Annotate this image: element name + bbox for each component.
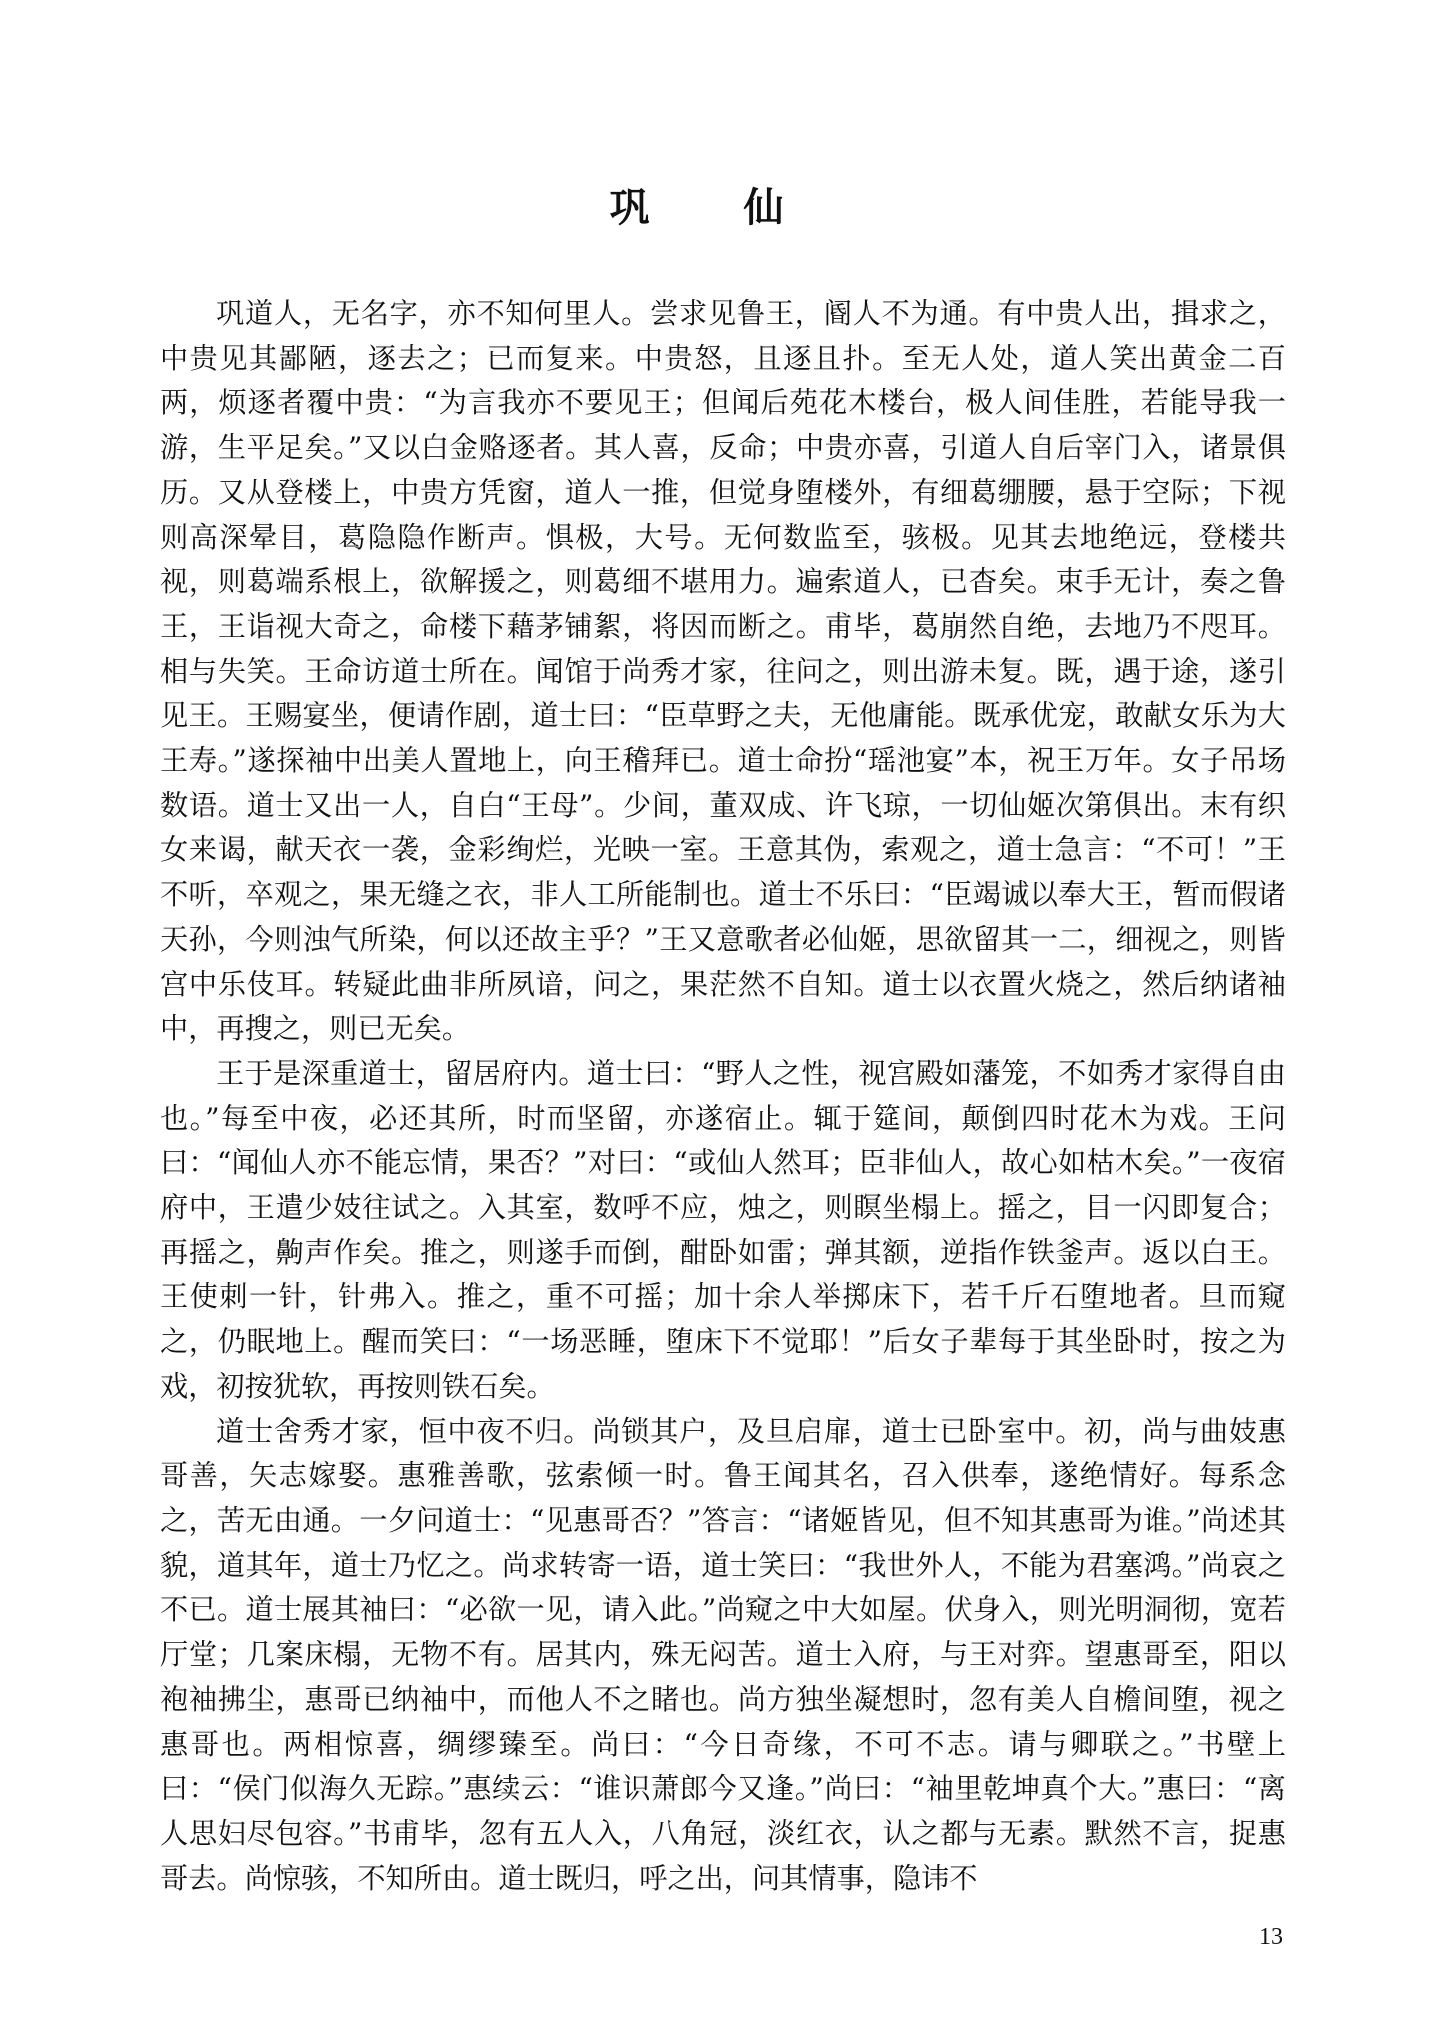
page-number: 13 xyxy=(1259,1924,1283,1950)
paragraph: 道士舍秀才家，恒中夜不归。尚锁其户，及旦启扉，道士已卧室中。初，尚与曲妓惠哥善，矢志嫁娶。惠雅善歌，弦索倾一时。鲁王闻其名，召入供奉，遂绝情好。每系念之，苦无由通。一夕问道士：“见惠哥否？”答言：“诸姬皆见，但不知其惠哥为谁。”尚述其貌，道其年，道士乃忆之。尚求转寄一语，道士笑曰：“我世外人，不能为君塞鸿。”尚哀之不已。道士展其袖曰：“必欲一见，请入此。”尚窥之中大如屋。伏身入，则光明洞彻，宽若厅堂；几案床榻，无物不有。居其内，殊无闷苦。道士入府，与王对弈。望惠哥至，阳以袍袖拂尘，惠哥已纳袖中，而他人不之睹也。尚方独坐凝想时，忽有美人自檐间堕，视之惠哥也。两相惊喜，绸缪臻至。尚曰：“今日奇缘，不可不志。请与卿联之。”书壁上曰：“侯门似海久无踪。”惠续云：“谁识萧郎今又逢。”尚曰：“袖里乾坤真个大。”惠曰：“离人思妇尽包容。”书甫毕，忽有五人入，八角冠，淡红衣，认之都与无素。默然不言，捉惠哥去。尚惊骇，不知所由。道士既归，呼之出，问其情事，隐讳不 xyxy=(160,1414,1286,1895)
paragraph: 王于是深重道士，留居府内。道士曰：“野人之性，视宫殿如藩笼，不如秀才家得自由也。”每至中夜，必还其所，时而坚留，亦遂宿止。辄于筵间，颠倒四时花木为戏。王问曰：“闻仙人亦不能忘情，果否？”对曰：“或仙人然耳；臣非仙人，故心如枯木矣。”一夜宿府中，王遣少妓往试之。入其室，数呼不应，烛之，则瞑坐榻上。摇之，目一闪即复合；再摇之，齁声作矣。推之，则遂手而倒，酣卧如雷；弹其额，逆指作铁釜声。返以白王。王使刺一针，针弗入。推之，重不可摇；加十余人举掷床下，若千斤石堕地者。旦而窥之，仍眠地上。醒而笑曰：“一场恶睡，堕床下不觉耶！”后女子辈每于其坐卧时，按之为戏，初按犹软，再按则铁石矣。 xyxy=(160,1056,1286,1403)
chapter-title: 巩 仙 xyxy=(609,185,824,231)
body-text xyxy=(160,292,1286,1901)
paragraph: 巩道人，无名字，亦不知何里人。尝求见鲁王，阍人不为通。有中贵人出，揖求之，中贵见其鄙陋，逐去之；已而复来。中贵怒，且逐且扑。至无人处，道人笑出黄金二百两，烦逐者覆中贵：“为言我亦不要见王；但闻后苑花木楼台，极人间佳胜，若能导我一游，生平足矣。”又以白金赂逐者。其人喜，反命；中贵亦喜，引道人自后宰门入，诸景俱历。又从登楼上，中贵方凭窗，道人一推，但觉身堕楼外，有细葛绷腰，悬于空际；下视则高深晕目，葛隐隐作断声。惧极，大号。无何数监至，骇极。见其去地绝远，登楼共视，则葛端系根上，欲解援之，则葛细不堪用力。遍索道人，已杳矣。束手无计，奏之鲁王，王诣视大奇之，命楼下藉茅铺絮，将因而断之。甫毕，葛崩然自绝，去地乃不咫耳。相与失笑。王命访道士所在。闻馆于尚秀才家，往问之，则出游未复。既，遇于途，遂引见王。王赐宴坐，便请作剧，道士曰：“臣草野之夫，无他庸能。既承优宠，敢献女乐为大王寿。”遂探袖中出美人置地上，向王稽拜已。道士命扮“瑶池宴”本，祝王万年。女子吊场数语。道士又出一人，自白“王母”。少间，董双成、许飞琼，一切仙姬次第俱出。末有织女来谒，献天衣一袭，金彩绚烂，光映一室。王意其伪，索观之，道士急言：“不可！”王不听，卒观之，果无缝之衣，非人工所能制也。道士不乐曰：“臣竭诚以奉大王，暂而假诸天孙，今则浊气所染，何以还故主乎？”王又意歌者必仙姬，思欲留其一二，细视之，则皆宫中乐伎耳。转疑此曲非所夙谙，问之，果茫然不自知。道士以衣置火烧之，然后纳诸袖中，再搜之，则已无矣。 xyxy=(160,297,1286,1046)
